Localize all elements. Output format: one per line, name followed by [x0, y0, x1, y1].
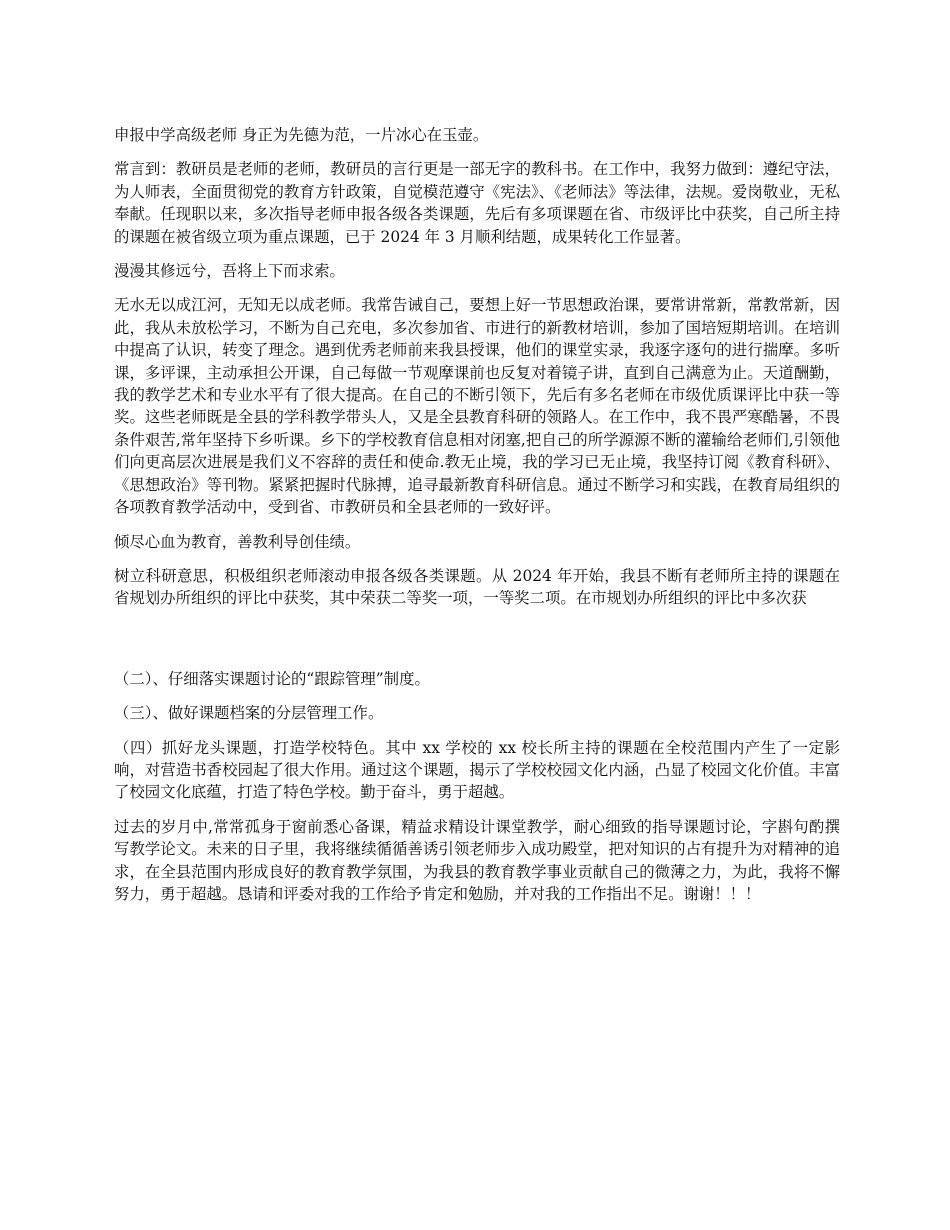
section-gap [114, 622, 840, 668]
paragraph-body-1: 常言到：教研员是老师的老师，教研员的言行更是一部无字的教科书。在工作中，我努力做到：遵纪守法，为人师表，全面贯彻党的教育方针政策，自觉模范遵守《宪法》、《老师法》等法律，法规。爱岗敬业，无私奉献。任现职以来，多次指导老师申报各级各类课题，先后有多项课题在省、市级评比中获奖，自己所主持的课题在被省级立项为重点课题，已于 2024 年 3 月顺利结题，成果转化工作显著。 [114, 160, 840, 246]
list-item-4: （四）抓好龙头课题，打造学校特色。其中 xx 学校的 xx 校长所主持的课题在全校范围内产生了一定影响，对营造书香校园起了很大作用。通过这个课题，揭示了学校校园文化内涵，凸显了校园文化价值。丰富了校园文化底蕴，打造了特色学校。勤于奋斗，勇于超越。 [114, 738, 840, 802]
paragraph-body-3: 树立科研意思，积极组织老师滚动申报各级各类课题。从 2024 年开始，我县不断有老师所主持的课题在省规划办所组织的评比中获奖，其中荣获二等奖一项，一等奖二项。在市规划办所组织的评比中多次获 [114, 566, 840, 608]
paragraph-heading-3: 倾尽心血为教育，善教利导创佳绩。 [114, 532, 361, 551]
list-item-3: （三）、做好课题档案的分层管理工作。 [114, 704, 384, 723]
paragraph-body-2: 无水无以成江河，无知无以成老师。我常告诫自己，要想上好一节思想政治课，要常讲常新，常教常新，因此，我从未放松学习，不断为自己充电，多次参加省、市进行的新教材培训，参加了国培短期培训。在培训中提高了认识，转变了理念。遇到优秀老师前来我县授课，他们的课堂实录，我逐字逐句的进行揣摩。多听课，多评课，主动承担公开课，自己每做一节观摩课前也反复对着镜子讲，直到自己满意为止。天道酬勤，我的教学艺术和专业水平有了很大提高。在自己的不断引领下，先后有多名老师在市级优质课评比中获一等奖。这些老师既是全县的学科教学带头人，又是全县教育科研的领路人。在工作中，我不畏严寒酷暑，不畏条件艰苦,常年坚持下乡听课。乡下的学校教育信息相对闭塞,把自己的所学源源不断的灌输给老师们,引领他们向更高层次进展是我们义不容辞的责任和使命.教无止境，我的学习已无止境，我坚持订阅《教育科研》、《思想政治》等刊物。紧紧把握时代脉搏，追寻最新教育科研信息。通过不断学习和实践，在教育局组织的各项教育教学活动中，受到省、市教研员和全县老师的一致好评。 [114, 296, 840, 517]
paragraph-closing: 过去的岁月中,常常孤身于窗前悉心备课，精益求精设计课堂教学，耐心细致的指导课题讨论，字斟句酌撰写教学论文。未来的日子里，我将继续循循善诱引领老师步入成功殿堂，把对知识的占有提升为对精神的追求，在全县范围内形成良好的教育教学氛围，为我县的教育教学事业贡献自己的微薄之力，为此，我将不懈努力，勇于超越。恳请和评委对我的工作给予肯定和勉励，并对我的工作指出不足。谢谢！！！ [114, 817, 840, 903]
paragraph-heading-2: 漫漫其修远兮，吾将上下而求索。 [114, 262, 345, 281]
document-page [114, 124, 840, 917]
list-item-2: （二）、仔细落实课题讨论的“跟踪管理”制度。 [114, 669, 430, 688]
paragraph-heading-1: 申报中学高级老师 身正为先德为范，一片冰心在玉壶。 [114, 126, 489, 144]
